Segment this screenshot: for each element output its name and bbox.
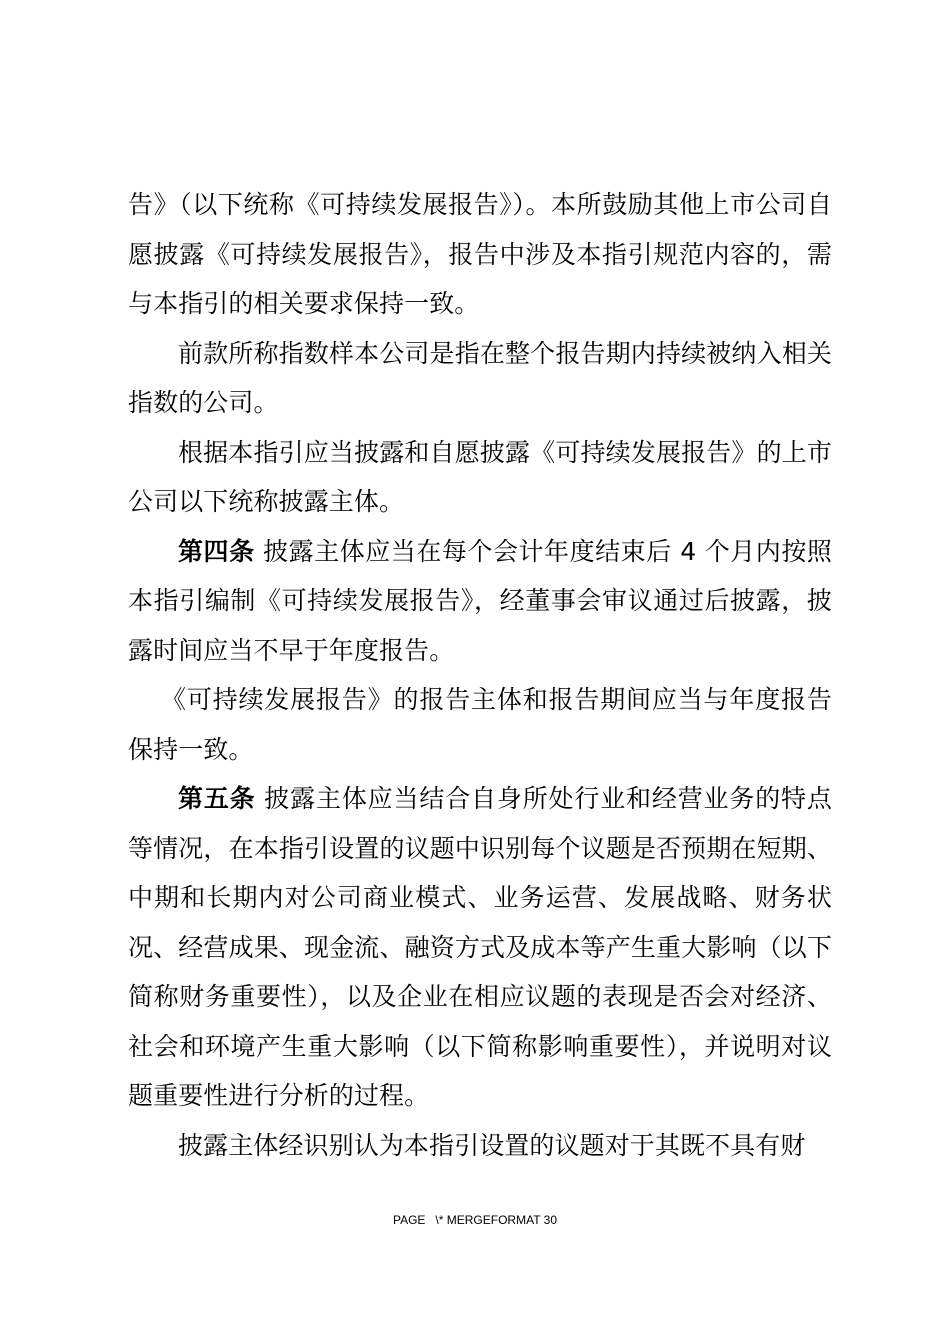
- article-number: 第五条: [178, 784, 256, 813]
- paragraph-text: 根据本指引应当披露和自愿披露《可持续发展报告》的上市公司以下统称披露主体。: [128, 437, 832, 516]
- document-body: [128, 180, 832, 1170]
- paragraph-index-sample-definition: [128, 329, 832, 428]
- paragraph-continuation: [128, 180, 832, 329]
- paragraph-text: 披露主体应当结合自身所处行业和经营业务的特点等情况，在本指引设置的议题中识别每个议题是否预期在短期、中期和长期内对公司商业模式、业务运营、发展战略、财务状况、经营成果、现金流、融资方式及成本等产生重大影响（以下简称财务重要性），以及企业在相应议题的表现是否会对经济、社会和环境产生重大影响（以下简称影响重要性），并说明对议题重要性进行分析的过程。: [128, 784, 832, 1110]
- page-footer: PAGE \* MERGEFORMAT 30: [392, 1213, 558, 1227]
- paragraph-disclosure-subject-definition: [128, 428, 832, 527]
- paragraph-report-period: [128, 675, 832, 774]
- paragraph-topic-identification: [128, 1121, 832, 1171]
- paragraph-text: 披露主体应当在每个会计年度结束后 4 个月内按照本指引编制《可持续发展报告》，经董事会审议通过后披露，披露时间应当不早于年度报告。: [128, 536, 832, 665]
- paragraph-text: 《可持续发展报告》的报告主体和报告期间应当与年度报告保持一致。: [128, 685, 832, 764]
- paragraph-article-four: [128, 527, 832, 676]
- paragraph-text: 告》（以下统称《可持续发展报告》）。本所鼓励其他上市公司自愿披露《可持续发展报告》，报告中涉及本指引规范内容的，需与本指引的相关要求保持一致。: [128, 190, 832, 318]
- paragraph-text: 披露主体经识别认为本指引设置的议题对于其既不具有财: [178, 1130, 806, 1160]
- paragraph-article-five: [128, 774, 832, 1121]
- paragraph-text: 前款所称指数样本公司是指在整个报告期内持续被纳入相关指数的公司。: [128, 338, 832, 417]
- article-number: 第四条: [178, 536, 255, 566]
